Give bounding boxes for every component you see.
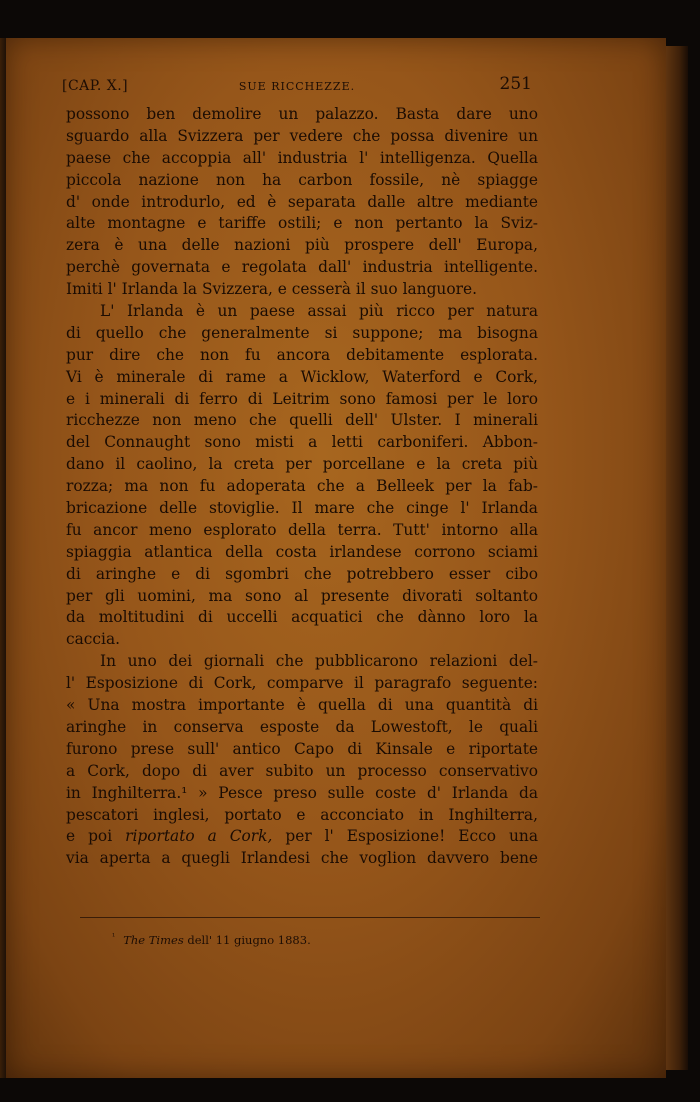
text-line: dano il caolino, la creta per porcellane e la creta più xyxy=(66,455,538,474)
text-line: rozza; ma non fu adoperata che a Belleek per la fab- xyxy=(66,477,538,496)
page-number: 251 xyxy=(499,74,532,94)
text-line: spiaggia atlantica della costa irlandese corrono sciami xyxy=(66,542,538,561)
text-line: pescatori inglesi, portato e acconciato in Inghilterra, xyxy=(66,805,538,824)
page-header xyxy=(62,74,532,98)
running-title: SUE RICCHEZZE. xyxy=(238,80,356,93)
text-line: Vi è minerale di rame a Wicklow, Waterford e Cork, xyxy=(66,367,538,386)
text-line: d' onde introdurlo, ed è separata dalle altre mediante xyxy=(66,192,538,211)
text-line: bricazione delle stoviglie. Il mare che cinge l' Irlanda xyxy=(66,499,538,518)
text-line: da moltitudini di uccelli acquatici che dànno loro la xyxy=(66,608,538,627)
text-line: del Connaught sono misti a letti carboniferi. Abbon- xyxy=(66,433,538,452)
text-line: l' Esposizione di Cork, comparve il paragrafo seguente: xyxy=(66,674,538,693)
text-line: pur dire che non fu ancora debitamente esplorata. xyxy=(66,345,538,364)
footnote-divider xyxy=(80,917,540,918)
chapter-label: [CAP. X.] xyxy=(62,78,129,94)
italic-phrase: riportato a Cork, xyxy=(125,827,273,846)
text-line-start: e poi xyxy=(66,827,126,846)
footnote-source: The Times xyxy=(123,932,184,947)
text-line: paese che accoppia all' industria l' intelligenza. Quella xyxy=(66,148,538,167)
text-line: furono prese sull' antico Capo di Kinsale e riportate xyxy=(66,739,538,758)
body-text xyxy=(66,104,538,870)
text-line: ricchezze non meno che quelli dell' Ulster. I minerali xyxy=(66,411,538,430)
text-line: caccia. xyxy=(66,630,121,649)
text-line xyxy=(66,826,538,848)
text-line: aringhe in conserva esposte da Lowestoft, le quali xyxy=(66,717,538,736)
text-line: per gli uomini, ma sono al presente divorati soltanto xyxy=(66,586,538,605)
footnote-marker: ¹ xyxy=(112,932,116,941)
text-line: sguardo alla Svizzera per vedere che possa divenire un xyxy=(66,126,538,145)
text-line: di quello che generalmente si suppone; ma bisogna xyxy=(66,323,538,342)
text-line: di aringhe e di sgombri che potrebbero esser cibo xyxy=(66,564,538,583)
footnote xyxy=(112,932,311,947)
text-line: perchè governata e regolata dall' industria intelligente. xyxy=(66,258,538,277)
text-line: in Inghilterra.¹ » Pesce preso sulle coste d' Irlanda da xyxy=(66,783,538,802)
text-line: In uno dei giornali che pubblicarono relazioni del- xyxy=(100,652,538,671)
text-line: alte montagne e tariffe ostili; e non pertanto la Sviz- xyxy=(66,214,538,233)
text-line: fu ancor meno esplorato della terra. Tutt' intorno alla xyxy=(66,520,538,539)
text-line: zera è una delle nazioni più prospere dell' Europa, xyxy=(66,236,538,255)
text-line: e i minerali di ferro di Leitrim sono famosi per le loro xyxy=(66,389,538,408)
text-line: a Cork, dopo di aver subito un processo conservativo xyxy=(66,761,538,780)
text-line: Imiti l' Irlanda la Svizzera, e cesserà il suo languore. xyxy=(66,280,477,299)
text-line: via aperta a quegli Irlandesi che voglion davvero bene xyxy=(66,849,538,868)
text-line-end: per l' Esposizione! Ecco una xyxy=(272,827,539,846)
page-edge xyxy=(666,46,688,1070)
text-line: possono ben demolire un palazzo. Basta dare uno xyxy=(66,105,538,123)
text-line: L' Irlanda è un paese assai più ricco per natura xyxy=(100,302,538,321)
text-line: « Una mostra importante è quella di una quantità di xyxy=(66,696,538,715)
text-line: piccola nazione non ha carbon fossile, nè spiagge xyxy=(66,170,538,189)
footnote-text: dell' 11 giugno 1883. xyxy=(183,932,311,947)
